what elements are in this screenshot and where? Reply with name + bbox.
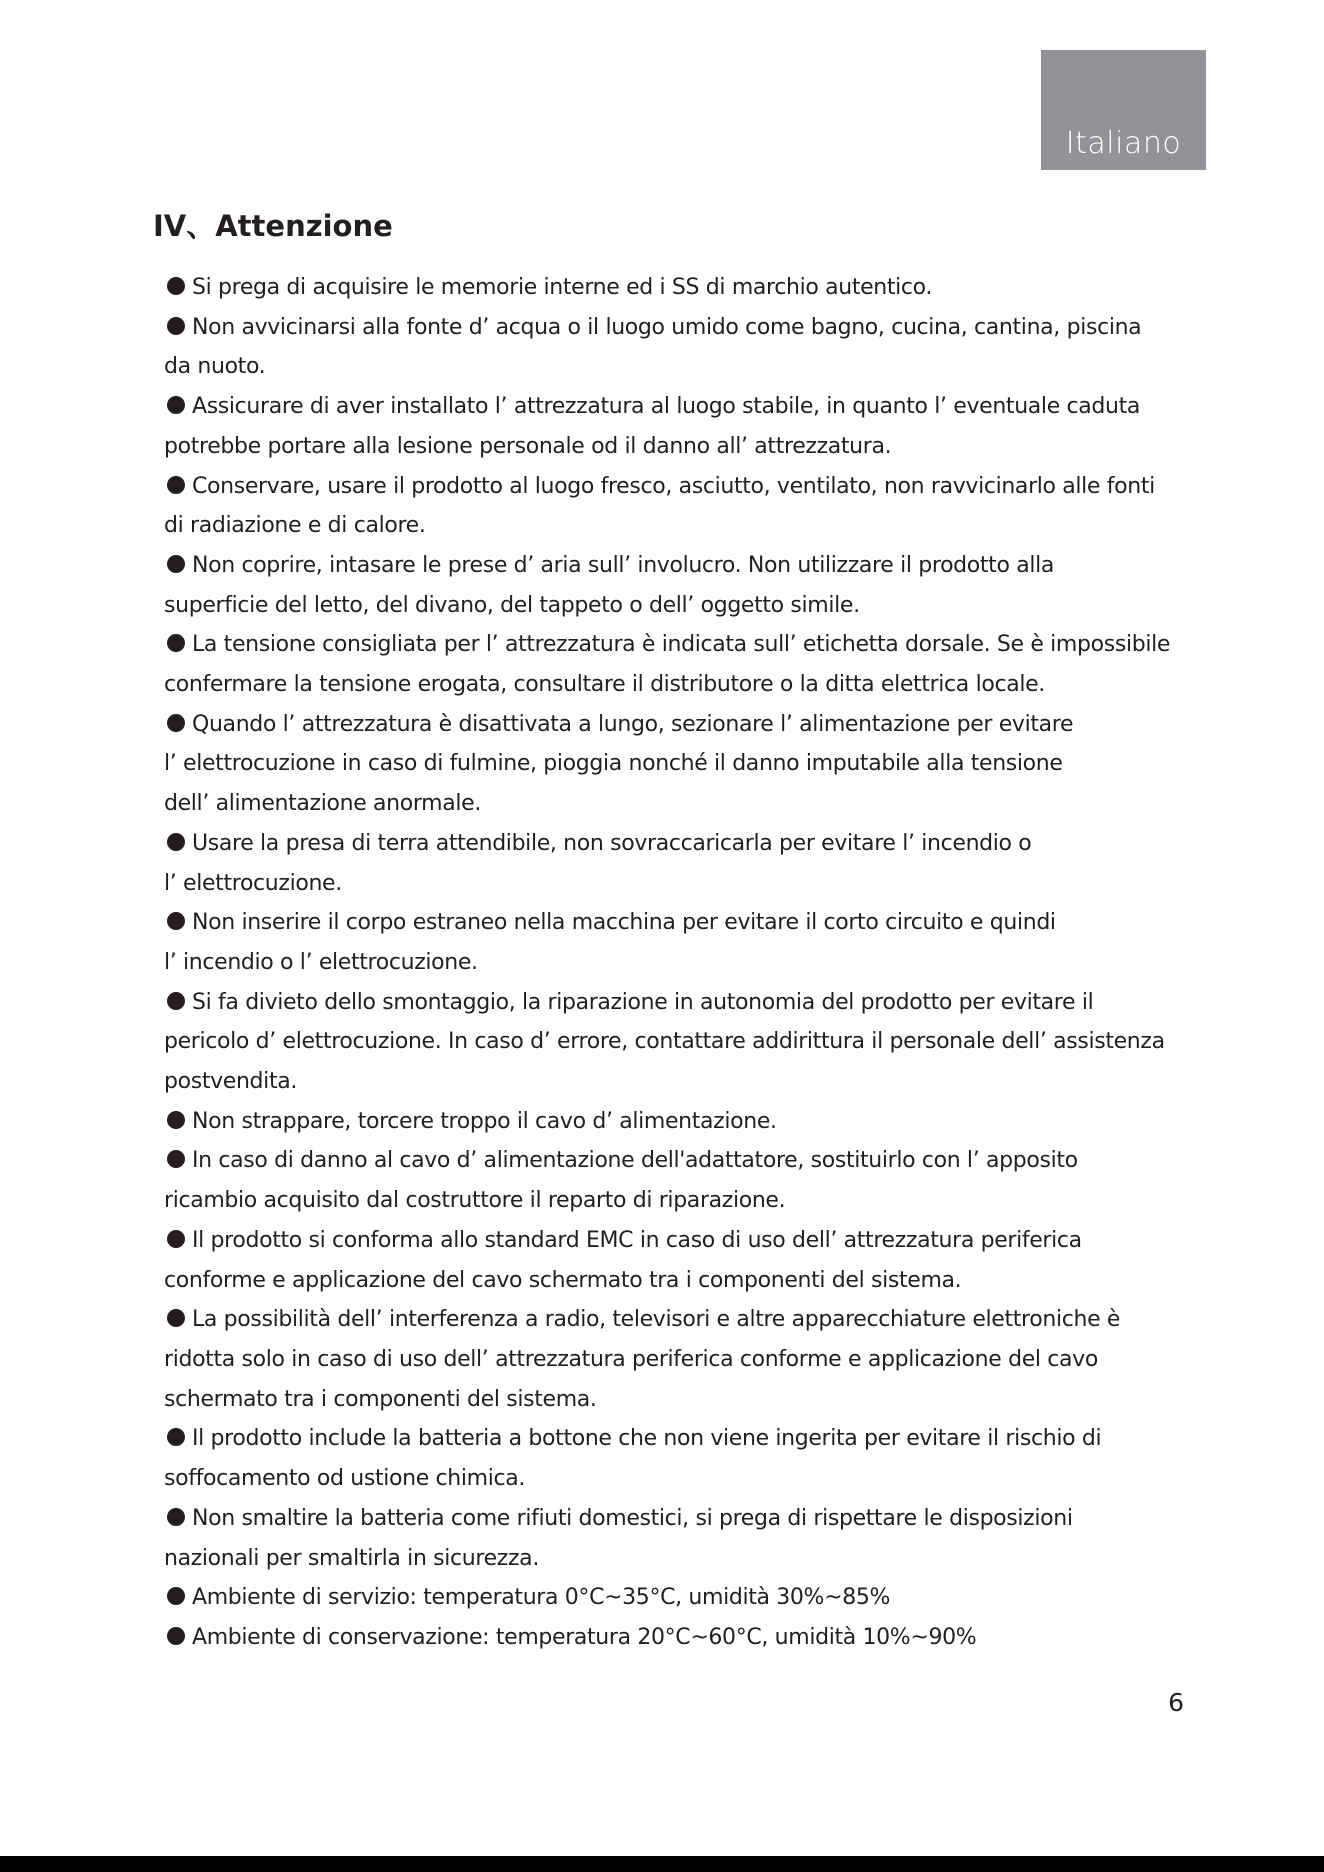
caution-item-text: ricambio acquisito dal costruttore il reparto di riparazione. <box>164 1188 786 1214</box>
caution-item-text: l’ elettrocuzione in caso di fulmine, pioggia nonché il danno imputabile alla tensione <box>164 751 1063 777</box>
caution-item-text: conforme e applicazione del cavo schermato tra i componenti del sistema. <box>164 1267 962 1293</box>
caution-item-text: Non strappare, torcere troppo il cavo d’ alimentazione. <box>192 1108 777 1134</box>
caution-list <box>164 268 1204 1658</box>
caution-item-text: Quando l’ attrezzatura è disattivata a lungo, sezionare l’ alimentazione per evitare <box>192 711 1074 737</box>
caution-item <box>164 1499 1204 1578</box>
caution-item <box>164 387 1204 466</box>
bullet-icon <box>167 277 185 295</box>
caution-item <box>164 308 1204 387</box>
bottom-border <box>0 1856 1324 1872</box>
caution-item <box>164 1300 1204 1419</box>
bullet-icon <box>167 1508 185 1526</box>
caution-item <box>164 546 1204 625</box>
bullet-icon <box>167 1150 185 1168</box>
caution-item-text: Ambiente di servizio: temperatura 0°C~35°C, umidità 30%~85% <box>192 1585 891 1611</box>
caution-item <box>164 268 1204 308</box>
caution-item <box>164 903 1204 982</box>
caution-item-text: l’ elettrocuzione. <box>164 870 342 896</box>
caution-item <box>164 824 1204 903</box>
caution-item-text: Conservare, usare il prodotto al luogo fresco, asciutto, ventilato, non ravvicinarlo alle fonti <box>192 473 1155 499</box>
bullet-icon <box>167 912 185 930</box>
caution-item-text: di radiazione e di calore. <box>164 513 426 539</box>
bullet-icon <box>167 634 185 652</box>
caution-item-text: ridotta solo in caso di uso dell’ attrezzatura periferica conforme e applicazione del cavo <box>164 1346 1098 1372</box>
caution-item <box>164 625 1204 704</box>
caution-item <box>164 983 1204 1102</box>
caution-item-text: Si prega di acquisire le memorie interne ed i SS di marchio autentico. <box>192 275 933 300</box>
bullet-icon <box>167 317 185 335</box>
caution-item-text: superficie del letto, del divano, del tappeto o dell’ oggetto simile. <box>164 592 860 618</box>
caution-item-text: Si fa divieto dello smontaggio, la riparazione in autonomia del prodotto per evitare il <box>192 989 1094 1015</box>
caution-item-text: Assicurare di aver installato l’ attrezzatura al luogo stabile, in quanto l’ eventuale caduta <box>192 394 1141 420</box>
bullet-icon <box>167 1309 185 1327</box>
caution-item <box>164 1221 1204 1300</box>
bullet-icon <box>167 992 185 1010</box>
caution-item-text: La tensione consigliata per l’ attrezzatura è indicata sull’ etichetta dorsale. Se è impossibile <box>192 632 1171 658</box>
caution-item-text: Il prodotto include la batteria a bottone che non viene ingerita per evitare il rischio di <box>192 1426 1102 1452</box>
caution-item-text: Non smaltire la batteria come rifiuti domestici, si prega di rispettare le disposizioni <box>192 1505 1073 1531</box>
language-tab-label: Italiano <box>1065 126 1182 161</box>
bullet-icon <box>167 1111 185 1129</box>
caution-item <box>164 1578 1204 1618</box>
bullet-icon <box>167 833 185 851</box>
caution-item-text: soffocamento od ustione chimica. <box>164 1466 525 1492</box>
section-title: IV、Attenzione <box>153 209 393 243</box>
caution-item-text: Ambiente di conservazione: temperatura 20°C~60°C, umidità 10%~90% <box>192 1624 977 1650</box>
caution-item-text: l’ incendio o l’ elettrocuzione. <box>164 949 478 975</box>
caution-item-text: Non inserire il corpo estraneo nella macchina per evitare il corto circuito e quindi <box>192 910 1056 936</box>
caution-item-text: schermato tra i componenti del sistema. <box>164 1386 597 1412</box>
page-number: 6 <box>1168 1688 1184 1717</box>
bullet-icon <box>167 396 185 414</box>
bullet-icon <box>167 555 185 573</box>
caution-item-text: postvendita. <box>164 1069 297 1095</box>
language-tab <box>1041 50 1206 170</box>
bullet-icon <box>167 476 185 494</box>
bullet-icon <box>167 1428 185 1446</box>
caution-item <box>164 467 1204 546</box>
caution-item-text: dell’ alimentazione anormale. <box>164 791 481 817</box>
caution-item-text: Non avvicinarsi alla fonte d’ acqua o il luogo umido come bagno, cucina, cantina, piscina <box>192 314 1142 340</box>
caution-item <box>164 1419 1204 1498</box>
bullet-icon <box>167 1587 185 1605</box>
caution-item <box>164 1618 1204 1658</box>
caution-item-text: potrebbe portare alla lesione personale od il danno all’ attrezzatura. <box>164 433 892 459</box>
bullet-icon <box>167 1230 185 1248</box>
caution-item <box>164 1141 1204 1220</box>
caution-item-text: Usare la presa di terra attendibile, non sovraccaricarla per evitare l’ incendio o <box>192 830 1032 856</box>
caution-item-text: Non coprire, intasare le prese d’ aria sull’ involucro. Non utilizzare il prodotto alla <box>192 552 1054 578</box>
caution-item-text: In caso di danno al cavo d’ alimentazione dell'adattatore, sostituirlo con l’ apposito <box>192 1148 1078 1174</box>
caution-item-text: nazionali per smaltirla in sicurezza. <box>164 1545 539 1571</box>
caution-item-text: La possibilità dell’ interferenza a radio, televisori e altre apparecchiature elettroniche è <box>192 1307 1121 1333</box>
caution-item <box>164 1102 1204 1142</box>
caution-item-text: confermare la tensione erogata, consultare il distributore o la ditta elettrica locale. <box>164 672 1045 698</box>
bullet-icon <box>167 1627 185 1645</box>
bullet-icon <box>167 714 185 732</box>
caution-item-text: Il prodotto si conforma allo standard EMC in caso di uso dell’ attrezzatura periferica <box>192 1227 1082 1253</box>
caution-item-text: da nuoto. <box>164 354 266 380</box>
caution-item-text: pericolo d’ elettrocuzione. In caso d’ errore, contattare addirittura il personale dell’ assistenza <box>164 1029 1165 1055</box>
caution-item <box>164 705 1204 824</box>
